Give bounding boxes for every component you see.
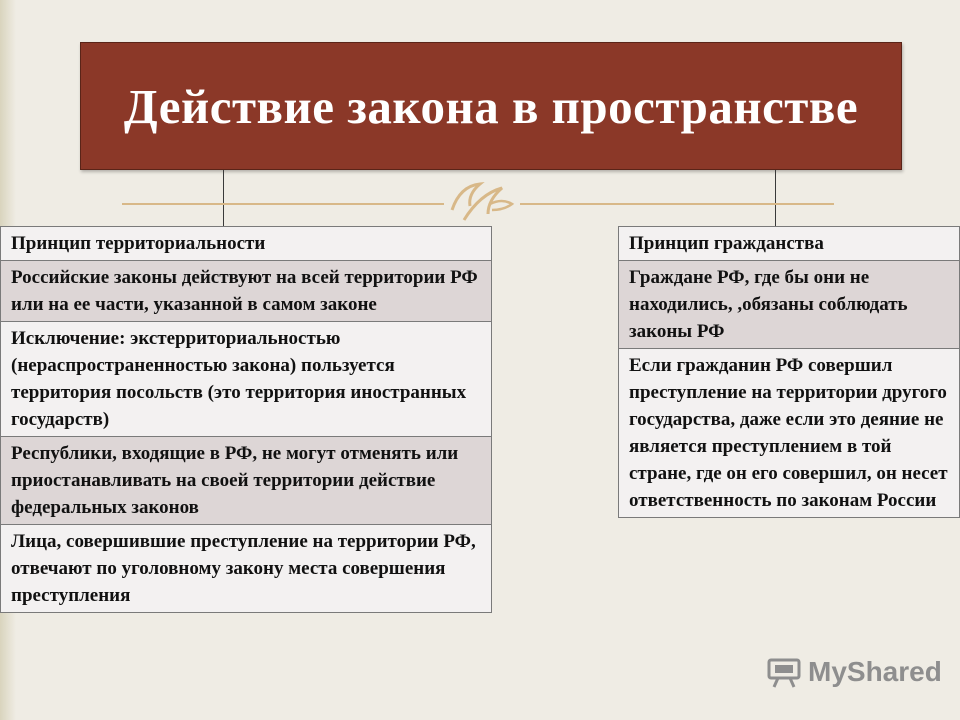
table-cell: Граждане РФ, где бы они не находились, ,обязаны соблюдать законы РФ	[619, 261, 960, 349]
table-cell: Российские законы действуют на всей территории РФ или на ее части, указанной в самом законе	[1, 261, 492, 322]
ornament-icon	[446, 180, 518, 224]
table-row	[1, 261, 492, 322]
table-row	[1, 525, 492, 613]
ornament-line-left	[122, 203, 444, 205]
table-row	[619, 261, 960, 349]
citizenship-table	[618, 226, 960, 518]
table-header-territoriality: Принцип территориальности	[1, 227, 492, 261]
table-cell: Если гражданин РФ совершил преступление на территории другого государства, даже если это деяние не является преступлением в той стране, где он его совершил, он несет ответственность по законам России	[619, 349, 960, 518]
watermark-text: MyShared	[808, 656, 942, 687]
myshared-logo-icon	[766, 654, 802, 690]
ornament-line-right	[520, 203, 834, 205]
right-connector-line	[775, 170, 776, 226]
page-title: Действие закона в пространстве	[123, 78, 859, 134]
table-row	[1, 227, 492, 261]
left-connector-line	[223, 170, 224, 226]
table-row	[1, 322, 492, 437]
territoriality-table	[0, 226, 492, 613]
table-cell: Лица, совершившие преступление на территории РФ, отвечают по уголовному закону места совершения преступления	[1, 525, 492, 613]
table-row	[619, 349, 960, 518]
table-cell: Республики, входящие в РФ, не могут отменять или приостанавливать на своей территории действие федеральных законов	[1, 437, 492, 525]
table-row	[619, 227, 960, 261]
title-banner	[80, 42, 902, 170]
table-cell: Исключение: экстерриториальностью (нераспространенностью закона) пользуется территория посольств (это территория иностранных государств)	[1, 322, 492, 437]
table-row	[1, 437, 492, 525]
table-header-citizenship: Принцип гражданства	[619, 227, 960, 261]
watermark	[766, 652, 942, 692]
